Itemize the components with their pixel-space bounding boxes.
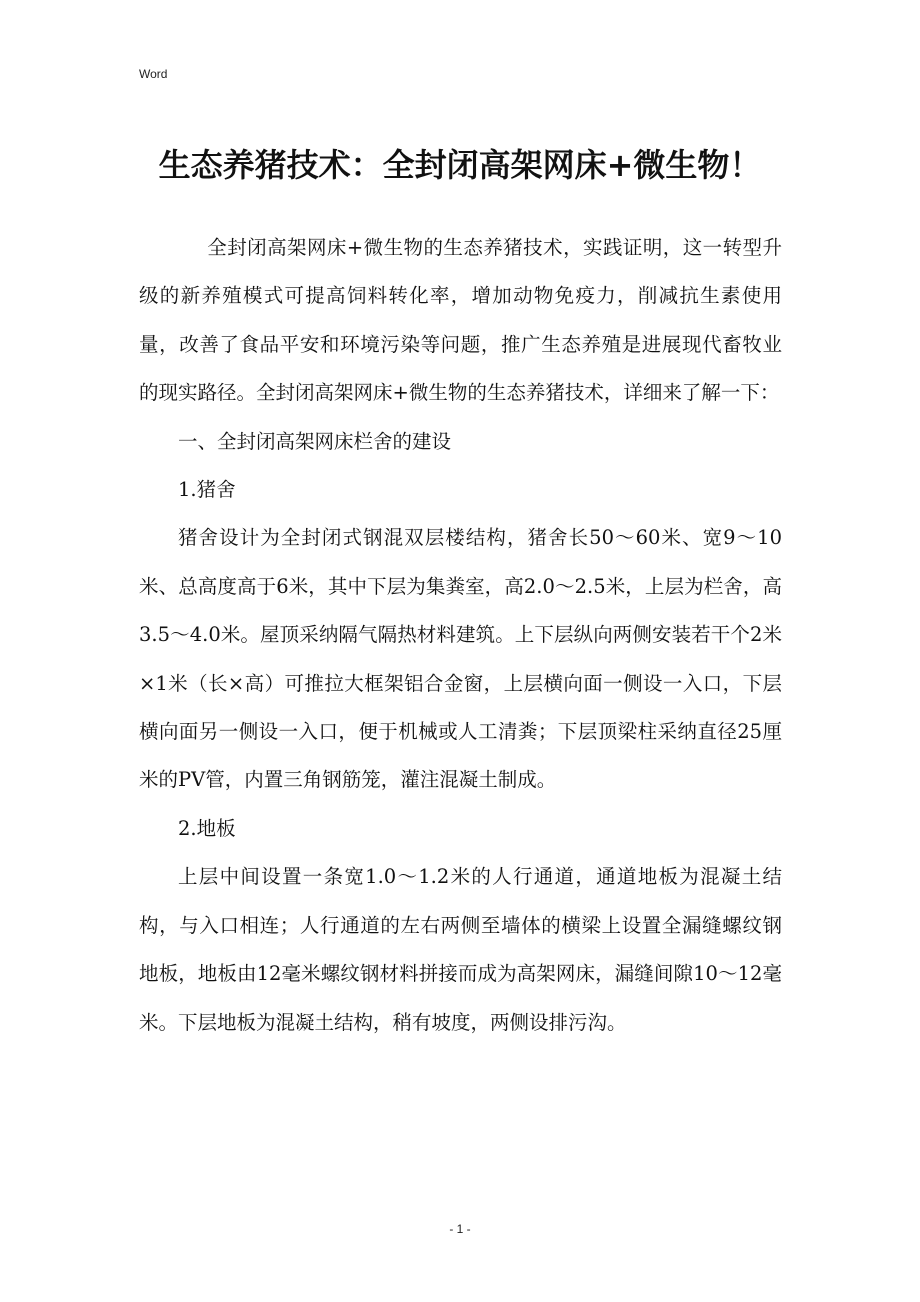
section-heading: 一、全封闭高架网床栏舍的建设 (178, 429, 452, 453)
document-body (139, 224, 782, 1047)
page-number: - 1 - (449, 1222, 471, 1236)
subheading-pig-house: 1.猪舍 (178, 478, 236, 502)
paragraph-floor: 上层中间设置一条宽1.0～1.2米的人行通道，通道地板为混凝土结构，与入口相连；人行通道的左右两侧至墙体的横梁上设置全漏缝螺纹钢地板，地板由12毫米螺纹钢材料拼接而成为高架网床，漏缝间隙10～12毫米。下层地板为混凝土结构，稍有坡度，两侧设排污沟。 (139, 865, 782, 1034)
paragraph-pig-house: 猪舍设计为全封闭式钢混双层楼结构，猪舍长50～60米、宽9～10米、总高度高于6米，其中下层为集粪室，高2.0～2.5米，上层为栏舍，高3.5～4.0米。屋顶采纳隔气隔热材料建筑。上下层纵向两侧安装若干个2米×1米（长×高）可推拉大框架铝合金窗，上层横向面一侧设一入口，下层横向面另一侧设一入口，便于机械或人工清粪；下层顶梁柱采纳直径25厘米的PV管，内置三角钢筋笼，灌注混凝土制成。 (139, 526, 782, 792)
header-label: Word (139, 67, 168, 81)
subheading-floor: 2.地板 (178, 816, 236, 840)
document-title: 生态养猪技术：全封闭高架网床+微生物！ (158, 146, 762, 184)
paragraph-intro: 全封闭高架网床+微生物的生态养猪技术，实践证明，这一转型升级的新养殖模式可提高饲料转化率，增加动物免疫力，削减抗生素使用量，改善了食品平安和环境污染等问题，推广生态养殖是进展现代畜牧业的现实路径。全封闭高架网床+微生物的生态养猪技术，详细来了解一下： (139, 236, 782, 405)
